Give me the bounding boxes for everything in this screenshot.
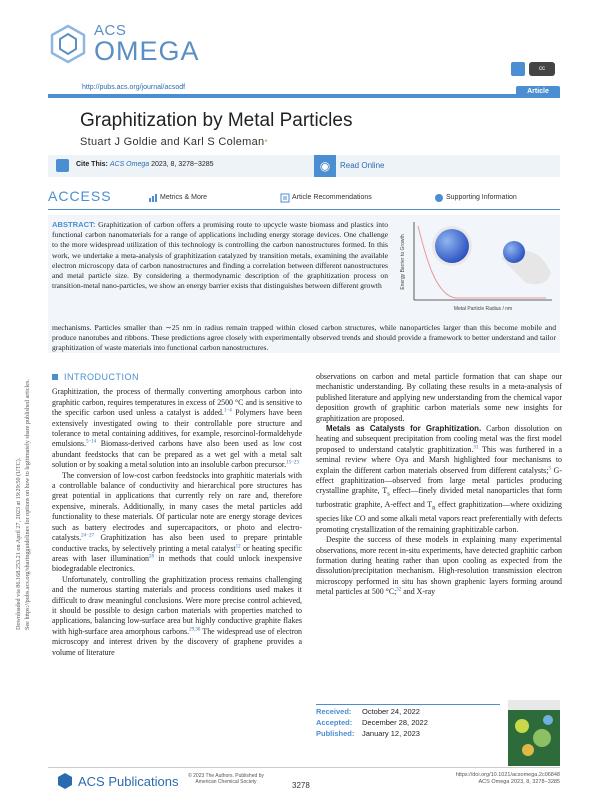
right-p3-text: Despite the success of these models in explaining many experimental observations, more recent in-situ experiments, have detected graphitic carbon formation during heating rather than upon cooling as expected from the dissolution/precipitation mechanism. High-resolution transmission electron microscopy performed in situ has shown graphenic layers forming around metal particles at 500 °C; [316,535,562,597]
ref[interactable]: 1−4 [223,408,232,414]
dates-box [316,706,500,739]
download-note-line1: Downloaded via 86.168.253.21 on April 27, 2023 at 19:29:50 (UTC). [15,457,22,630]
logo-omega-text: OMEGA [94,36,200,66]
acs-publications-icon [56,772,74,790]
journal-url[interactable]: http://pubs.acs.org/journal/acsodf [82,84,186,91]
download-note [14,210,31,630]
toc-graphic [396,218,554,318]
intro-p2-text: The conversion of low-cost carbon feedstocks into graphitic materials with a controllable balance of conductivity and hierarchical pore structures has great potential in applications that currently rely on rare and, therefore expensive, minerals. Additionally, in many cases the metal particles add functionality to these materials. Of particular note are energy storage devices such as battery electrodes and supercapacitors, or photo and electro-catalysts. [52,470,302,543]
doi-block [440,772,560,786]
intro-p1-text: Polymers have been extensively investigated owing to their controllable pore structure and tolerance to metal containing additives, for example, resorcinol-formaldehyde emulsions. [52,408,302,449]
abstract-text [52,220,388,291]
accepted-label: Accepted: [316,718,353,727]
intro-p2-text: or heating specific areas with laser illumination [52,543,302,563]
doi-citation: ACS Omega 2023, 8, 3278−3285 [478,779,560,785]
footer-divider [48,767,560,768]
page-number: 3278 [292,781,310,790]
intro-p3-text: Unfortunately, controlling the graphitization process remains challenging and the numerous starting materials and process conditions used makes it difficult to draw meaningful conclusions. Were more precise control achieved, it should be possible to design carbon materials with properties matched to applications, balancing low-surface area but highly conductive graphite flakes with high-surface area amorphous carbons. [52,574,302,636]
journal-cover-thumbnail[interactable] [508,700,560,766]
intro-p1-text: Biomass-derived carbons have also been used as low cost abundant feedstocks that can be prepared as a wet gel with a metal salt solution or by soaking a metal solution into an insoluble carbon precursor. [52,439,302,470]
ref[interactable]: 3 [548,466,551,472]
logo-acs-text: ACS [94,22,127,39]
recommendations-link[interactable]: Article Recommendations [292,194,372,201]
ref[interactable]: 24−27 [81,533,94,539]
intro-heading [52,372,302,382]
supporting-info-link[interactable]: Supporting Information [446,194,517,201]
article-bar [48,94,560,98]
ref[interactable]: 32 [396,587,402,593]
ref[interactable]: 12 [235,543,241,549]
paper-title: Graphitization by Metal Particles [80,110,353,131]
published-date: January 12, 2023 [362,729,420,738]
cite-label: Cite This: [76,161,108,168]
authors [80,136,268,148]
received-row [316,706,500,717]
received-date: October 24, 2022 [362,707,420,716]
right-p2-text: G-effect graphitization—observed from large metal particles producing crystalline graphite, T [316,465,562,496]
right-p2-text: effect—finely divided metal nanoparticles that form turbostratic graphite, A-effect and T [316,486,562,510]
doi-link[interactable]: https://doi.org/10.1021/acsomega.2c06848 [455,772,560,778]
intro-heading-text: INTRODUCTION [64,372,139,382]
article-type-badge: Article [516,86,560,98]
ref[interactable]: 5−14 [85,439,97,445]
accepted-row [316,717,500,728]
acs-publications-logo: ACS Publications [78,774,179,789]
access-divider [48,209,560,210]
ref[interactable]: 28 [149,554,154,560]
creative-commons-icon: cc [529,62,555,76]
omega-hexagon-icon [48,24,88,64]
right-p3-text: and X-ray [401,587,436,597]
author-names: Stuart J Goldie and Karl S Coleman [80,136,265,148]
cite-ref: 2023, 8, 3278−3285 [151,161,214,168]
orcid-mark[interactable]: * [264,138,268,147]
right-p2-text: Carbon dissolution on heating and subsequent precipitation from cooling metal was the first model proposed to understand catalytic graphitization. [316,424,562,454]
recommendations-icon [280,193,290,203]
access-label: ACCESS [48,188,112,204]
right-paragraph-3 [316,535,562,597]
dates-divider [316,704,500,705]
read-online-icon[interactable]: ◉ [314,155,336,177]
intro-p3-text: The widespread use of electron microscopy and interest driven by the discovery of graphene provides a volume of literature [52,626,302,657]
intro-paragraph-3 [52,575,302,658]
published-label: Published: [316,729,355,738]
graphic-ylabel: Energy Barrier to Growth [400,234,406,290]
copyright: © 2023 The Authors. Published by American Chemical Society [188,773,264,785]
received-label: Received: [316,707,352,716]
right-paragraph-1: observations on carbon and metal particle formation that can shape our mechanistic understanding. By collating these results in a meta-analysis of published literature and applying new understanding from the chemical vapor deposition growth of graphitic carbon materials some new insights for graphitization are proposed. [316,372,562,423]
right-column [316,372,562,598]
intro-p1-text: Graphitization, the process of thermally converting amorphous carbon into graphitic carbon, requires temperatures in excess of 2500 °C and is sensitive to the specific carbon used unless a catalyst is added. [52,387,302,418]
cite-journal[interactable]: ACS Omega [109,161,150,168]
intro-p2-text: in methods that could unlock inexpensive biodegradable electronics. [52,553,302,574]
open-access-icon [511,62,525,76]
accepted-date: December 28, 2022 [362,718,428,727]
intro-p2-text: Graphitization has also been used to prepare printable conductive tracks, by selectively printing a metal catalyst [52,533,302,553]
journal-logo [48,20,218,70]
metrics-link[interactable]: Metrics & More [160,194,208,201]
abstract-part1: Graphitization of carbon offers a promising route to upcycle waste biomass and plastics into functional carbon nanomaterials for a range of applications including energy storage devices. One challenge to the more widespread utilization of this technology is controlling the carbon nanostructures formed. In this work, we undertake a meta-analysis of graphitization catalyzed by transition metals, examining the available electron microscopy data of carbon nanostructures and finding a correlation between different nanostructures and metal particle size. By considering a thermodynamic description of the graphitization process on transition-metal nano-particles, we show an energy barrier exists that distinguishes between different growth [52,220,388,291]
metrics-icon [148,193,158,203]
cite-icon[interactable] [56,159,69,172]
right-paragraph-2 [316,424,562,535]
abstract-label: ABSTRACT: [52,220,96,229]
subscript: n [432,505,436,513]
download-note-line2: See https://pubs.acs.org/sharingguidelines for options on how to legitimately share published articles. [24,379,31,630]
left-column [52,372,302,658]
read-online-link[interactable]: Read Online [340,161,385,170]
ref[interactable]: 15−23 [286,460,299,466]
graphic-xlabel: Metal Particle Radius / nm [453,306,513,312]
published-row [316,728,500,739]
right-p2-text: effect graphitization—where oxidizing species like CO and some alkali metal vapors react preferentially with defects promoting crystallization of the remaining graphitizable carbon. [316,500,562,534]
metals-subheading: Metals as Catalysts for Graphitization. [326,424,482,434]
heading-square-icon [52,374,58,380]
ref[interactable]: 29,30 [189,627,201,633]
supporting-info-icon [434,193,444,203]
abstract-continuation: mechanisms. Particles smaller than ∼25 nm in radius remain trapped within closed carbon structures, while nanoparticles larger than this become mobile and produce nanotubes and ribbons. These predictions agree closely with experimentally observed trends and should provide a framework to better understand and tailor graphitization of waste materials into functional carbon nanostructures. [52,323,556,353]
cite-text [76,161,214,168]
intro-paragraph-2 [52,471,302,575]
subscript: s [387,491,390,499]
intro-paragraph-1 [52,387,302,470]
ref[interactable]: 31 [473,445,479,451]
right-p2-text: This was furthered in a seminal review where Oya and Marsh highlighted four mechanisms to explain the different carbon materials observed from different catalysts; [316,444,562,475]
